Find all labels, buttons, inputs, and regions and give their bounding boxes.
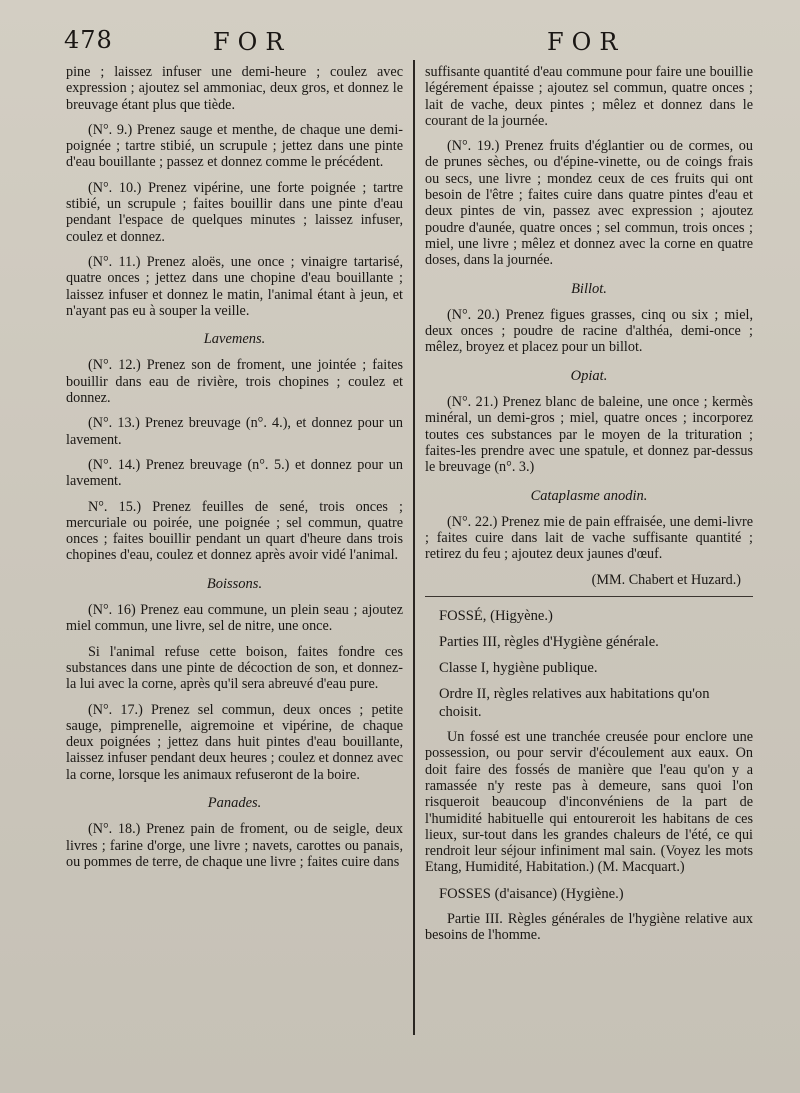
running-head-left: FOR: [213, 28, 292, 56]
entry-line: Parties III, règles d'Hygiène générale.: [439, 634, 659, 651]
page-number: 478: [64, 26, 113, 54]
paragraph: (N°. 9.) Prenez sauge et menthe, de chaque une demi-poignée ; tartre stibié, un scrupule ; jettez dans une pinte d'eau bouillante ; passez et donnez comme le précédent.: [66, 121, 403, 171]
paragraph: (N°. 17.) Prenez sel commun, deux onces ; petite sauge, pimprenelle, aigremoine et vipérine, de chaque deux poignées ; jettez dans huit pintes d'eau bouillante, laissez infuser pendant deux heures ; coulez et donnez avec la corne, lorsque les animaux refuseront de la boire.: [66, 701, 403, 783]
entry-line: FOSSES (d'aisance) (Hygiène.): [439, 885, 624, 902]
column-divider: [413, 60, 415, 1035]
section-heading: Opiat.: [570, 367, 608, 384]
paragraph: (N°. 13.) Prenez breuvage (n°. 4.), et donnez pour un lavement.: [66, 415, 403, 448]
section-heading: Boissons.: [206, 575, 263, 592]
right-column: [425, 64, 753, 952]
left-column: [66, 64, 403, 879]
paragraph: (N°. 21.) Prenez blanc de baleine, une once ; kermès minéral, un demi-gros ; miel, quatre onces ; incorporez toutes ces substances par le moyen de la trituration ; faites-les prendre avec une spatule, et donnez par-dessus le breuvage (n°. 3.): [425, 394, 753, 476]
paragraph: Un fossé est une tranchée creusée pour enclore une possession, ou pour servir d'écoulement aux eaux. On doit faire des fossés de manière que l'eau qu'on y a ramassée n'y reste pas à demeure, sans quoi l'on risqueroit beaucoup d'inconvéniens de la part de l'humidité habituelle qui entoureroit les habitans de ces lieux, sur-tout dans les grandes chaleurs de l'été, ce qui rendroit leur séjour infiniment mal sain. (Voyez les mots Etang, Humidité, Habitation.) (M. Macquart.): [425, 729, 753, 876]
paragraph: Partie III. Règles générales de l'hygiène relative aux besoins de l'homme.: [425, 910, 753, 943]
paragraph: (N°. 14.) Prenez breuvage (n°. 5.) et donnez pour un lavement.: [66, 456, 403, 490]
section-heading: Panades.: [207, 794, 262, 811]
entry-line: FOSSÉ, (Higyène.): [439, 608, 553, 625]
paragraph: (N°. 22.) Prenez mie de pain effraisée, une demi-livre ; faites cuire dans lait de vache suffisante quantité ; retirez du feu ; ajoutez deux jaunes d'œuf.: [425, 513, 753, 563]
paragraph: (N°. 18.) Prenez pain de froment, ou de seigle, deux livres ; farine d'orge, une livre ; navets, carottes ou panais, ou pommes de terre, de chaque une livre ; faites cuire dans: [66, 821, 403, 870]
section-heading: Cataplasme anodin.: [530, 487, 648, 504]
entry-line: Ordre II, règles relatives aux habitations qu'on choisit.: [439, 686, 710, 721]
paragraph: (N°. 19.) Prenez fruits d'églantier ou de cormes, ou de prunes sèches, ou d'épine-vinette, ou de coings frais ou secs, une livre ; mondez ceux de ces fruits qui ont besoin de l'être ; faites cuire dans quatre pintes d'eau et deux pintes de vin, passez avec expression ; ajoutez poudre d'aunée, quatre onces ; sel commun, trois onces ; miel, une livre ; mêlez et donnez avec la corne en quatre doses, dans la journée.: [425, 138, 753, 269]
running-head-right: FOR: [547, 28, 626, 56]
section-heading: Billot.: [571, 280, 607, 297]
paragraph: (N°. 20.) Prenez figues grasses, cinq ou six ; miel, deux onces ; poudre de racine d'althéa, demi-once ; mêlez, broyez et placez pour un billot.: [425, 306, 753, 356]
paragraph: pine ; laissez infuser une demi-heure ; coulez avec expression ; ajoutez sel ammoniac, deux gros, et donnez le breuvage étant plus que tiède.: [66, 64, 403, 113]
author-credit: (MM. Chabert et Huzard.): [591, 571, 741, 588]
paragraph: Si l'animal refuse cette boison, faites fondre ces substances dans une pinte de décoction de son, et donnez-la lui avec la corne, après qu'il sera abreuvé d'eau pure.: [66, 643, 403, 693]
paragraph: (N°. 12.) Prenez son de froment, une jointée ; faites bouillir dans eau de rivière, trois chopines ; coulez et donnez.: [66, 357, 403, 407]
paragraph: (N°. 11.) Prenez aloës, une once ; vinaigre tartarisé, quatre onces ; jettez dans une chopine d'eau bouillante ; laissez infuser et donnez le matin, l'animal étant à jeun, et n'ayant pas eu à souper la veille.: [66, 253, 403, 319]
paragraph: (N°. 10.) Prenez vipérine, une forte poignée ; tartre stibié, un scrupule ; faites bouillir dans une pinte d'eau pendant l'espace de quelques minutes ; laissez infuser, coulez et donnez.: [66, 179, 403, 245]
paragraph: suffisante quantité d'eau commune pour faire une bouillie légérement épaisse ; ajoutez sel commun, quatre onces ; lait de vache, deux pintes ; mêlez et donnez dans le courant de la journée.: [425, 64, 753, 129]
paragraph: N°. 15.) Prenez feuilles de sené, trois onces ; mercuriale ou poirée, une poignée ; sel commun, quatre onces ; faites bouillir pendant un quart d'heure dans trois chopines d'eau, coulez et donnez après avoir vidé l'animal.: [66, 498, 403, 564]
entry-rule: [425, 596, 753, 597]
section-heading: Lavemens.: [203, 331, 266, 348]
entry-line: Classe I, hygiène publique.: [439, 660, 598, 677]
paragraph: (N°. 16) Prenez eau commune, un plein seau ; ajoutez miel commun, une livre, sel de nitre, une once.: [66, 602, 403, 635]
